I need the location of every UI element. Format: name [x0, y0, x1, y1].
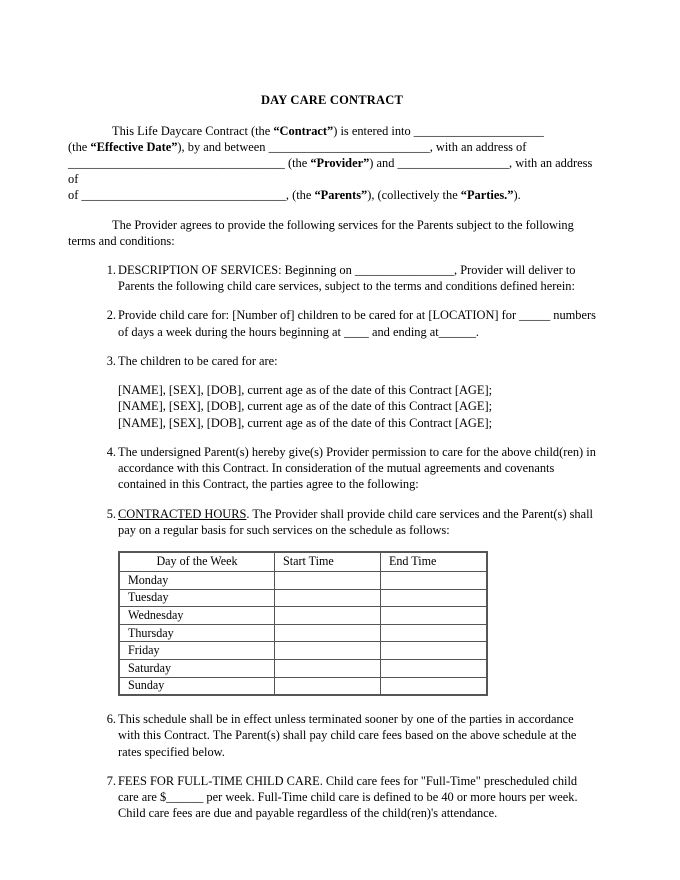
cell-start-time[interactable]: [275, 572, 381, 590]
table-row: [119, 572, 487, 590]
cell-day: Thursday: [119, 624, 275, 642]
cell-day: Monday: [119, 572, 275, 590]
clause-item-7: [68, 773, 596, 822]
intro-seg-7: ) and: [369, 156, 398, 171]
clause-item-6: [68, 711, 596, 760]
cell-end-time[interactable]: [381, 642, 488, 660]
child-entry-line: [NAME], [SEX], [DOB], current age as of the date of this Contract [AGE];: [118, 399, 493, 414]
cell-start-time[interactable]: [275, 677, 381, 695]
blank-provider-address: ___________________________________: [68, 156, 285, 171]
blank-parents-address: _________________________________: [81, 188, 286, 203]
clause-6-text: This schedule shall be in effect unless terminated sooner by one of the parties in accordance with this Contract. The Parent(s) shall pay child care fees based on the above schedule at the rates specified below.: [118, 712, 577, 759]
clause-number-7: 7.: [106, 773, 116, 788]
blank-end-hour: ______: [438, 324, 476, 339]
clause-5-heading: CONTRACTED HOURS: [118, 506, 247, 521]
schedule-table-wrapper: [118, 551, 596, 696]
child-entry-line: [NAME], [SEX], [DOB], current age as of the date of this Contract [AGE];: [118, 415, 493, 430]
document-body: [68, 92, 596, 835]
clause-item-1: [68, 262, 596, 295]
cell-start-time[interactable]: [275, 659, 381, 677]
blank-start-date: ________________: [354, 262, 454, 277]
lead-paragraph: The Provider agrees to provide the following services for the Parents subject to the following terms and conditions:: [68, 217, 574, 248]
intro-seg-1: This Life Daycare Contract (the: [112, 123, 274, 138]
blank-parents-name: __________________: [397, 156, 510, 171]
clause-item-2: [68, 307, 596, 340]
cell-start-time[interactable]: [275, 589, 381, 607]
term-parties: “Parties.”: [460, 188, 514, 203]
table-row: [119, 624, 487, 642]
blank-weekly-fee: ______: [166, 790, 204, 805]
cell-end-time[interactable]: [381, 572, 488, 590]
cell-day: Sunday: [119, 677, 275, 695]
clause-1-text-before: DESCRIPTION OF SERVICES: Beginning on: [118, 262, 355, 277]
clause-5-text: . The Provider shall provide child care services and the Parent(s) shall pay on a regular basis for such services on the schedule as follows:: [118, 506, 593, 537]
clause-number-1: 1.: [106, 262, 116, 277]
intro-seg-9: of: [68, 188, 82, 203]
clause-3-text: The children to be cared for are:: [118, 353, 278, 368]
clause-7-text-after: per week. Full-Time child care is defined to be 40 or more hours per week. Child care fees are due and payable regardless of the child(ren)'s attendance.: [118, 790, 578, 821]
contract-clause-list: [68, 262, 596, 822]
page-title: DAY CARE CONTRACT: [260, 93, 404, 107]
intro-seg-6: (the: [284, 156, 311, 171]
intro-seg-10: , (the: [285, 188, 315, 203]
clause-2-text-before: Provide child care for: [Number of] children to be cared for at [LOCATION] for: [118, 308, 520, 323]
cell-day: Wednesday: [119, 607, 275, 625]
cell-end-time[interactable]: [381, 589, 488, 607]
term-parents: “Parents”: [314, 188, 368, 203]
clause-1-text-after: , Provider will deliver to Parents the following child care services, subject to the terms and conditions defined herein:: [118, 262, 576, 293]
intro-seg-5: , with an address of: [429, 140, 527, 154]
intro-seg-3: (the: [68, 140, 91, 154]
table-row: [119, 659, 487, 677]
blank-effective-date: _____________________: [413, 123, 544, 138]
intro-seg-8: , with an address of: [68, 156, 593, 187]
clause-2-text-mid2: and ending at: [368, 324, 439, 339]
clause-number-5: 5.: [106, 506, 116, 521]
intro-seg-11: ), (collectively the: [367, 188, 461, 203]
cell-end-time[interactable]: [381, 624, 488, 642]
intro-seg-12: ).: [513, 188, 521, 203]
cell-end-time[interactable]: [381, 677, 488, 695]
cell-start-time[interactable]: [275, 607, 381, 625]
table-row: [119, 589, 487, 607]
blank-provider-name: __________________________: [268, 140, 430, 154]
clause-4-text: The undersigned Parent(s) hereby give(s) Provider permission to care for the above child(ren) in accordance with this Contract. In consideration of the mutual agreements and covenants contained in this Contract, the parties agree to the following:: [118, 444, 596, 492]
clause-number-6: 6.: [106, 712, 116, 727]
table-row: [119, 607, 487, 625]
clause-number-3: 3.: [106, 353, 116, 368]
column-header-day: Day of the Week: [119, 552, 275, 572]
column-header-end-time: End Time: [381, 552, 488, 572]
cell-end-time[interactable]: [381, 659, 488, 677]
schedule-table-body: [119, 552, 487, 695]
term-contract: “Contract”: [273, 123, 334, 138]
term-effective-date: “Effective Date”: [90, 140, 178, 154]
cell-day: Tuesday: [119, 589, 275, 607]
intro-seg-2: ) is entered into: [333, 123, 414, 138]
cell-start-time[interactable]: [275, 624, 381, 642]
cell-start-time[interactable]: [275, 642, 381, 660]
intro-seg-4: ), by and between: [177, 140, 269, 154]
clause-7-text-before: FEES FOR FULL-TIME CHILD CARE. Child care fees for "Full-Time" prescheduled child care are $: [118, 773, 578, 805]
children-list: [118, 382, 596, 431]
cell-end-time[interactable]: [381, 607, 488, 625]
clause-item-3: [68, 353, 596, 431]
table-header-row: [119, 552, 487, 572]
clause-2-text-after: .: [475, 324, 479, 339]
table-row: [119, 642, 487, 660]
blank-start-hour: ____: [344, 324, 369, 339]
blank-number-of-days: _____: [519, 308, 551, 323]
intro-paragraph: [68, 123, 596, 204]
contracted-hours-table: [118, 551, 488, 696]
table-row: [119, 677, 487, 695]
clause-number-4: 4.: [106, 444, 116, 459]
cell-day: Saturday: [119, 659, 275, 677]
cell-day: Friday: [119, 642, 275, 660]
clause-2-text-mid: numbers of days a week during the hours beginning at: [118, 308, 596, 339]
clause-item-5: [68, 506, 596, 697]
clause-item-4: [68, 444, 596, 493]
column-header-start-time: Start Time: [275, 552, 381, 572]
clause-number-2: 2.: [106, 308, 116, 323]
term-provider: “Provider”: [310, 156, 370, 171]
child-entry-line: [NAME], [SEX], [DOB], current age as of the date of this Contract [AGE];: [118, 383, 493, 397]
